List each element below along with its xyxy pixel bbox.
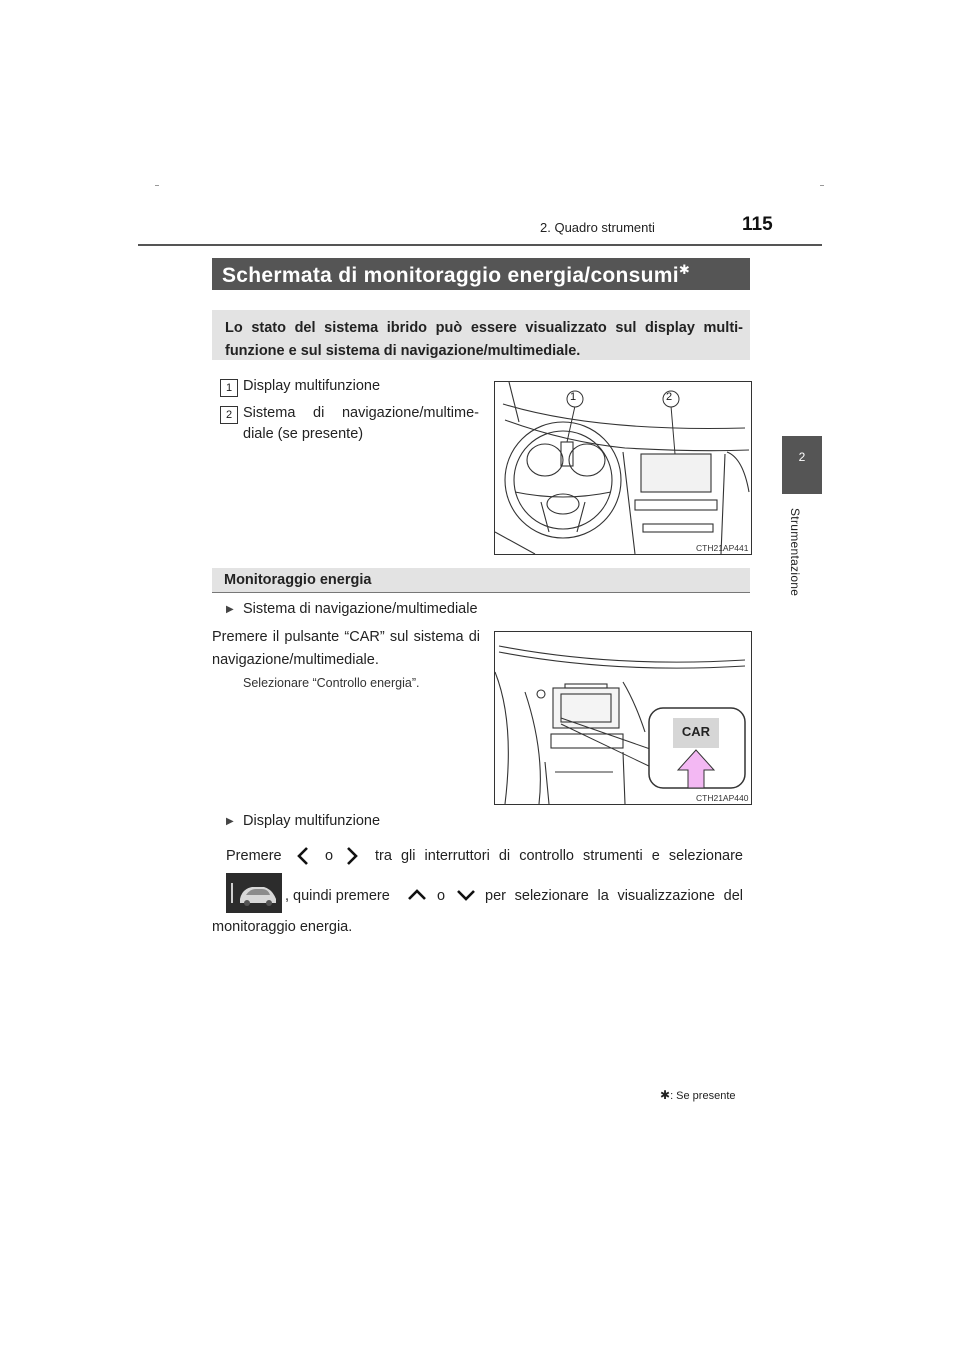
figure-code: CTH21AP441 [696, 543, 749, 553]
chevron-right-icon [345, 846, 359, 871]
section-title-text: Schermata di monitoraggio energia/consumi [222, 264, 679, 287]
item-number-badge: 2 [220, 406, 238, 424]
intro-text: Lo stato del sistema ibrido può essere visualizzato sul display multi-funzione e sul sistema di navigazione/multimediale. [225, 320, 743, 359]
instruction-text: o [437, 888, 446, 904]
car-display-icon [226, 873, 282, 913]
header-divider [138, 244, 822, 246]
item-number-badge: 1 [220, 379, 238, 397]
item-text: Display multifunzione [243, 378, 381, 394]
chevron-down-icon [455, 886, 477, 909]
chapter-tab-label: Strumentazione [788, 508, 802, 597]
bullet-heading: Sistema di navigazione/multimediale [243, 601, 478, 617]
page-number: 115 [742, 214, 773, 235]
item-text: Sistema di navigazione/multime-diale (se presente) [243, 405, 479, 442]
subsection-title: Monitoraggio energia [224, 572, 372, 588]
bullet-triangle-icon: ▶ [226, 604, 234, 615]
footnote-marker: ✱ [660, 1088, 671, 1102]
chevron-up-icon [406, 886, 428, 909]
callout-number: 2 [666, 391, 673, 403]
instruction-text: o [325, 848, 334, 864]
section-title [222, 262, 690, 288]
instruction-text: , quindi premere [285, 888, 390, 904]
figure-code: CTH21AP440 [696, 793, 749, 803]
bullet-heading: Display multifunzione [243, 813, 381, 829]
chapter-tab-number: 2 [798, 450, 806, 464]
crop-mark [820, 185, 824, 186]
footnote [660, 1088, 736, 1102]
callout-number: 1 [570, 391, 577, 403]
car-button-label: CAR [681, 724, 711, 739]
callout-badges [567, 391, 679, 407]
instruction-text: tra gli interruttori di controllo strumenti e selezionare [375, 848, 743, 864]
optional-marker: ✱ [678, 262, 691, 277]
instruction-text: Premere [226, 848, 282, 864]
chevron-left-icon [296, 846, 310, 871]
instruction-text: monitoraggio energia. [212, 919, 353, 935]
sub-instruction-text: Selezionare “Controllo energia”. [243, 676, 420, 690]
chapter-tab [782, 436, 822, 494]
bullet-triangle-icon: ▶ [226, 816, 234, 827]
footnote-text: : Se presente [670, 1090, 736, 1102]
dashboard-drawing [495, 382, 751, 554]
dashboard-illustration [494, 381, 752, 555]
instruction-text: Premere il pulsante “CAR” sul sistema di navigazione/multimediale. [212, 629, 480, 668]
console-drawing [495, 632, 751, 804]
car-button-illustration [494, 631, 752, 805]
instruction-text: per selezionare la visualizzazione del [485, 888, 743, 904]
running-header-section: 2. Quadro strumenti [540, 220, 655, 235]
crop-mark [155, 185, 159, 186]
